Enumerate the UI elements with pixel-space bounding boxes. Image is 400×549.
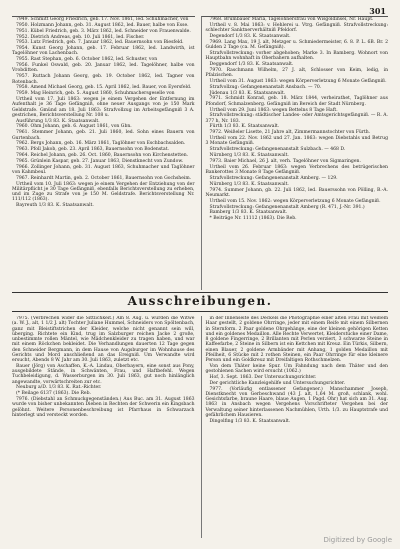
notice-entry: Neuburg a/D. 1/3 83. K. Rat.-Richter. [16,385,102,391]
notice-entry: Bauer (Jörg) von Aschaffen, K.-A. Lindau, Oberbayern, eine sonst aus Pony, ausgebildete Stände, in Schwänten, Frau, und Haftbefehl. Wegen Tuchbeleidigung, d. Wasserburgen im 30. Juli 1863, gut noch hinlänglich angewandte, vorwärtschreiten zur etc. [12,363,195,385]
lower-columns [12,316,388,538]
notice-entry: Strafvollzug: Gefangenenanstalt Ansbach. — 70. [209,84,322,90]
notice-entry: Der gerichtliche Kanzleigehilfe und Untersuchungsrichter. [209,380,346,386]
notice-entry: Urtheil vom 10. Juli 1863: wegen je einem Vergehen der Entziehung von der Militärpflicht je 30 Tage Gefängniß, ebenfalls Berichtsverstellung zu erheben, und im Zuge zu Strafe von je 150 M. Geldstrafe. Berichtsverstellung Nr. 111/112 (1863). [12,181,195,203]
notice-entry: 7961. Stemmer Johann, geb. 21. Juli 1860, led. Sohn eines Bauern von Gurtenbach. [12,130,195,141]
notice-entry: 7959. Mag Heinrich, geb. 5. August 1860, Schuhmachersgeselle von [16,91,175,97]
notice-entry: Jüdenau 1/3 83. K. Staatsanwalt. [209,90,286,96]
notice-entry: 7966. Zollinger Johann, geb. 31. August 1863, Schuhmacher und Taglöhner von Kahmbeul. [12,164,195,176]
lower-left-column [12,316,195,538]
notice-entry: 7954. Kunst Georg Johann, geb. 17. Februar 1862, led. Landwirth, ist Tagelöhner von Lachenbach. [12,46,195,57]
upper-right-column [201,16,389,290]
notice-entry: 7955. Rast Stephan, geb. 6. October 1862, led. Schuster, von [16,57,158,63]
notice-entry: Urtheil vom 26. Februar 1863: wegen Verbrechens des betrügerischen Bankerottes 3 Monate 8 Tage Gefängniß. [205,164,388,176]
notice-entry: Strafvollstreckung: städtischer Landes- oder Amtsgerichtsgefängniß. — R. A. 377 h, Nr. 183. [205,113,388,124]
notice-entry: Urtheil vom 17. Juli 1863: wegen je einem Vergehen der Entfernung im Aufenthalt je 36 Tage Gefängniß, ohne neuer Ausgangs von je 150 Mark Geldstrafe. Gmünd am 18. Juli 1863: Strafvollzug im Arbeitsgefängniß 3 A. gestrichen, Berichtsverstellung Nr. 108 u. [12,97,195,118]
notice-entry: 7963. Pfoll Jakob, geb. 23. April 1863, Bauernsohn von Bodenstat. [16,147,169,153]
notice-entry: 7957. Ruttach Johann Georg, geb. 19. October 1862, led. Tagner von Rotenbach. [12,74,195,85]
section-rule-top [12,292,388,293]
google-watermark: Digitized by Google [323,536,392,544]
notice-entry: * Beiträge Nr. 11112 (1863). Die Reb. [209,216,297,222]
notice-entry: 7965. Grünlein Kaspar, geb. 27. Januar 1863, Dienstknecht von Zundow. [16,158,184,164]
section-heading: Ausschreibungen. [127,294,273,308]
notice-entry: 7976. (Diebstahl an Schmuckgegenständen.) Aus Buc. am 31. August 1863 wurde von bisher unbekannten Dieben in Rechten der Schwerin ein Kingsbach gelöhnt. Weitere Personenbeschreibung ist Pfarrhaus in Schwarzach hinterlegt und versteckt worden. [12,397,195,418]
notice-entry: 7962. Bergs Johann, geb. 16. März 1861, Taglöhner von Eschbachsalden. [16,141,186,147]
notice-entry: 7953. Lutz Friedrich, geb. 7. Januar 1862, led. Bauernsohn von Biesfeld. [16,40,184,46]
notice-entry: Strafvollstreckung: Gefangenenanstalt Sulzbach. — 468 D. [209,147,346,153]
notice-entry: Nürnberg 1/3 83. K. Staatsanwalt. [209,153,289,159]
section-rule-bottom [12,311,388,312]
notice-entry: 7949. Schmitt Georg Friedrich, geb. 17. Nov. 1861, led. Schuhmacher, von [16,17,189,22]
notice-entry: Degendorf 1/3 83. K. Staatsanwalt. [209,33,291,39]
notice-entry: 7970. Raschmann Wilhelm, 27 J. alt, Schlosser von Keim, ledig, in Pfalzischen. [205,67,388,79]
notice-entry: Ausführung 1/3 83. K. Staatsanwalt. [16,118,100,124]
notice-entry: in der Innenseite des Deckels die Photographie einer alten Frau mit weißem Haar gestellt, 2 goldene Ohrringe, jeder mit einem Reife mit einem Silbernen in Sternform. 2 Paar goldene Ohrgehänge, eine der kleinen gehörigen Ketten und ein goldenes Medaillon. Alle Rechte Verwertet, Kleiderstücke einer Dame, 8 goldene Fingerringe, 2 Brillanten mit Perlen verziert, 3 schwarze Steine in Kaffeefarbe, 2 Steine in Silbern ist ein Kettchen mit Kreuz. Ein Türkis, Silbern, einen Blauer, 2 goldene Armbänder mit Anhang, 1 golden Medaillon mit Pfeilheit, 6 Stücke mit 2 rothen Steinen, ein Paar Ohrringe für eine kleinere Person und ein Goldkreuz mit Dreifaltigen Rothschmelzen. [205,316,388,363]
notice-entry: Urtheil v. 8. Mai 1863: v. Hehlerei u. Vtrg. Gefängniß. Strafvollstreckung: schlechter Sanktnerverhältniß Pfeldorf. [205,22,388,34]
notice-entry: 7958. Amend Michael Georg, geb. 15. April 1862, led. Bauer, von Eyersfeld. [16,85,192,91]
notice-entry: Bamberg 1/3 83. K. Staatsanwalt. [209,210,288,216]
notice-entry: 7950. Holzmann Johann, geb. 31. August 1862, led. Bauer, halbe von Esse. [16,22,189,28]
notice-entry: 7971. Schmidt Konrad, geb. 18. März 1844, verheirathet, Taglöhner aus Pfondorf, Schmalzenberg. Gefängniß im Bereich der Stadt Nürnberg. [205,96,388,107]
notice-entry: Strafvollstreckung: Gefangenenanstalt Amberg. — 129. [209,175,338,181]
notice-entry: Strafvollstreckung: Gefangenenanstalt Amberg (R. 471, J.-Nr. 391.) [209,204,365,210]
notice-entry: 7973. Baier Michael, 26 J. alt, verh. Tagelöhner von Sigmaringen. [209,158,361,164]
notice-entry: Nürnberg 1/3 83. K. Staatsanwalt. [209,181,289,187]
notice-entry: Dingolfing 1/3 83. K. Staatsanwalt. [209,418,291,424]
notice-entry: 7968. Brumbauer Maria, Tagelöhnersfrau von Wisgoldinsel, Nr. Haupt. [209,17,374,22]
notice-entry: Fürth 1/3 83. K. Staatsanwalt. [209,124,280,130]
notice-entry: 7977. (Vorläufig entlassener Gefangener.) Manschammer Joseph, Dienstknecht von Gerbeschwand (43 J. alt, 1,64 M. groß, schlank, wohl. Gesichtsfarbe, braune Haare, blaue Augen, 1 Pagd. Ohr) hat sich am 31. Aug. 1863 in Ansbach wegen Vergehens Vorschrifteter Vergehen bei der Verwaltung seiner hinterlassenen Nachmühlen, Urth. 1/3. zu Hauptstrafe und gefährlichem Hausieren. [205,386,388,418]
notice-entry: 7960. Ohm Johann, geb. 6. August 1861, von Gbn. [16,124,132,130]
notice-entry: 7967. Reinhardt Martin, geb. 2. October 1861, Bauernsohn von Gochsheim. [16,175,192,181]
notice-entry: Urtheil vom 15. Nov. 1862: wegen Körperverletzung 6 Monate Gefängniß. [209,198,381,204]
notice-entry: Deggendorf 1/3 83. K. Staatsanwalt. [209,61,294,67]
upper-columns [12,16,388,290]
notice-entry: 7975. (Verbrechen wider die Sittlichkeit.) Am 8. Aug. u. wurden die Witwe (a. W. J., alt, 1 1/2 J. alt) Tochter Juliane Hummel, Schneiders von Spöltenbach, ganz mit Bleistiftstrichen der Kleider, welche nicht genannt sein will, überging. Richtete ein Kind, trug im Salzburger reichen Jacke 2 große, unbestimmte rollen Mäntel, wie Mädchenkleider zu tragen haben, und war mit einem Röckchen bekleidet. Die Verhandlungen dauerten 12 Tage gegen den Schneider Bergmann, in dem Hause von Augsburger im Wohnhause des Gerichts und Mord anschließend an das Ereigniß. Um Verwandte wird ersucht, Abends 8 W. Jahr am 30. Juli 1863, zuletzt etc. [12,316,195,363]
notice-entry: 7956. Funkel Oswald, geb. 20. Januar 1862, led. Tagelöhner, halbe von Vrobditten. [12,63,195,74]
notice-entry: Strafvollstreckung: vorher abgehoben; Marke 3. In Bamberg. Wohnort von Hauptbahn wohnhaft in Oberbahern aufhalten. [205,50,388,62]
page-number: 301 [369,6,386,16]
upper-left-column [12,16,195,290]
notice-entry: 7952. Dietrich Andreas, geb. 10. Juli 1861, led. Fischer. [16,34,145,40]
notice-entry: 7972. Weißeler Lisette, 21 Jahre alt, Zimmermannstochter von Fürth. [209,130,371,136]
lower-right-column [201,316,389,538]
notice-entry: 7964. Reichel Johann, geb. 26. Oct. 1860, Bauernsohn von Kirchenstetten. [16,153,189,159]
notice-entry: Hof, 3. Sept. 1863. Der Untersuchungsrichter. [209,374,317,380]
notice-entry: (* Beilage 6137 (1863). Die Reb. [16,391,91,397]
notice-entry: Von dem Thäter keine Spur. Um Fahndung nach dem Thäter und den gestohlenen Sachen wird ersucht (1062.) [205,363,388,375]
notice-entry: Bayreuth 1/3 83. K. Staatsanwalt. [16,203,94,209]
notice-entry: 7969. Lang Max, 19 J. alt, Metzger u. Schmiedermeister, 6. 8. P. L. 6B. Br. 2 Gulden 2 Tage (ca. M. Gefängniß). [205,39,388,51]
notice-entry: 7951. Kübel Friedrich, geb. 3. März 1862, led. Schneider von Frauenwalde. [16,28,191,34]
notice-entry: Urtheil vom 29. Juni 1863: wegen Bettelns 8 Tage Haft. [209,107,338,113]
notice-entry: Urtheil vom 22. Nov. 1862 und 27. Jan. 1863: wegen Diebstahls und Betrug 3 Monate Gefängniß. [205,136,388,147]
notice-entry: 7974. Summer Johann, gb. 22. Juli 1862, led. Bauerssohn von Pölling, B.-A. Neumarkt. [205,187,388,198]
notice-entry: Urtheil vom 31. August 1863: wegen Körperverletzung 6 Monate Gefängniß. [209,78,387,84]
